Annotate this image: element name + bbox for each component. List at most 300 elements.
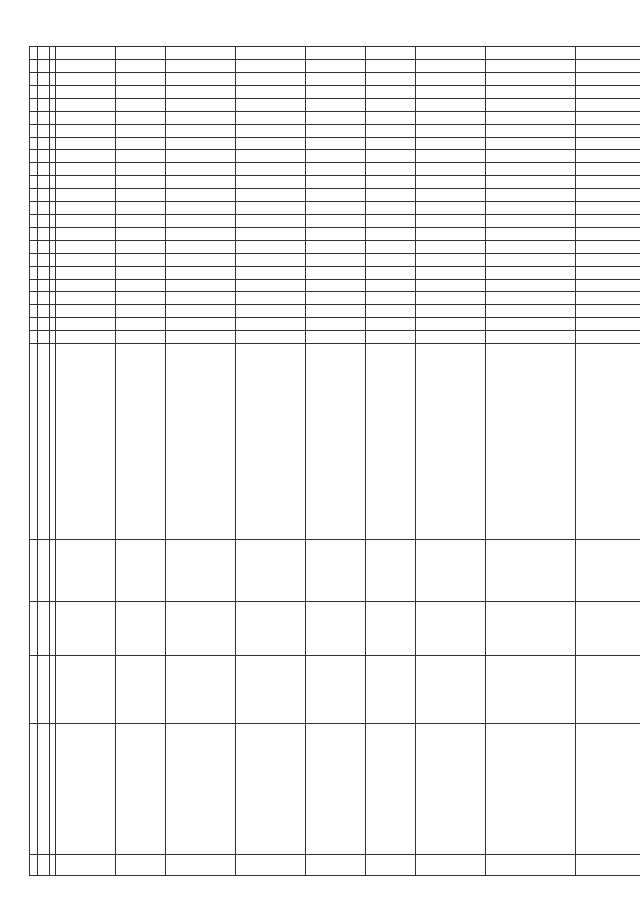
table-cell	[366, 60, 416, 73]
table-cell	[416, 85, 486, 98]
table-cell	[306, 540, 366, 602]
table-cell	[416, 318, 486, 331]
table-header-cell	[30, 85, 38, 98]
table-cell	[236, 73, 306, 86]
table-cell	[306, 163, 366, 176]
table-cell	[486, 214, 576, 227]
table-cell	[38, 279, 50, 292]
table-cell	[306, 253, 366, 266]
table-cell	[38, 331, 50, 344]
table-row	[486, 47, 576, 876]
table-cell	[576, 855, 640, 876]
table-cell	[38, 305, 50, 318]
table-cell	[236, 98, 306, 111]
table-cell	[486, 292, 576, 305]
table-cell	[236, 318, 306, 331]
table-cell	[116, 344, 166, 540]
table-cell	[366, 47, 416, 60]
table-cell	[166, 111, 236, 124]
table-cell	[486, 124, 576, 137]
table-cell	[236, 150, 306, 163]
table-header-cell	[30, 98, 38, 111]
table-cell	[366, 124, 416, 137]
table-cell	[416, 344, 486, 540]
table-header-cell	[30, 602, 38, 656]
table-cell	[306, 47, 366, 60]
table-cell	[56, 227, 116, 240]
table-cell	[416, 60, 486, 73]
table-cell	[306, 723, 366, 855]
table-cell	[576, 202, 640, 215]
table-cell	[236, 47, 306, 60]
table-cell	[38, 60, 50, 73]
table-cell	[416, 47, 486, 60]
table-cell	[56, 723, 116, 855]
table-cell	[306, 189, 366, 202]
table-cell	[236, 723, 306, 855]
table-cell	[416, 137, 486, 150]
table-cell	[38, 540, 50, 602]
table-cell	[576, 305, 640, 318]
table-cell	[366, 150, 416, 163]
table-cell	[416, 279, 486, 292]
table-cell	[116, 318, 166, 331]
table-header-cell	[30, 150, 38, 163]
table-cell	[56, 163, 116, 176]
table-cell	[486, 266, 576, 279]
table-cell	[38, 47, 50, 60]
table-cell	[366, 85, 416, 98]
table-cell	[116, 331, 166, 344]
table-cell	[576, 540, 640, 602]
table-cell	[486, 227, 576, 240]
table-cell	[306, 240, 366, 253]
table-cell	[366, 189, 416, 202]
table-cell	[486, 305, 576, 318]
table-cell	[56, 176, 116, 189]
table-cell	[576, 344, 640, 540]
table-cell	[306, 227, 366, 240]
table-cell	[236, 202, 306, 215]
table-cell	[416, 305, 486, 318]
table-cell	[366, 240, 416, 253]
table-cell	[56, 253, 116, 266]
table-cell	[306, 344, 366, 540]
table-row	[576, 47, 640, 876]
table-cell	[56, 305, 116, 318]
table-cell	[116, 266, 166, 279]
table-cell	[116, 137, 166, 150]
table-cell	[486, 540, 576, 602]
table-cell	[166, 47, 236, 60]
table-cell	[486, 602, 576, 656]
table-header-cell	[30, 855, 38, 876]
table-cell	[576, 47, 640, 60]
table-cell	[306, 124, 366, 137]
table-cell	[306, 656, 366, 723]
table-header-cell	[30, 305, 38, 318]
table-header-cell	[30, 214, 38, 227]
table-cell	[366, 855, 416, 876]
table-cell	[116, 723, 166, 855]
table-cell	[116, 124, 166, 137]
table-cell	[236, 137, 306, 150]
table-cell	[416, 176, 486, 189]
table-cell	[416, 240, 486, 253]
table-cell	[166, 227, 236, 240]
table-cell	[38, 163, 50, 176]
table-cell	[366, 253, 416, 266]
table-cell	[38, 292, 50, 305]
table-cell	[576, 240, 640, 253]
table-cell	[416, 214, 486, 227]
table-cell	[486, 240, 576, 253]
table-cell	[366, 305, 416, 318]
table-cell	[56, 331, 116, 344]
table-cell	[416, 540, 486, 602]
table-cell	[576, 137, 640, 150]
table-cell	[166, 318, 236, 331]
table-cell	[366, 214, 416, 227]
table-cell	[38, 202, 50, 215]
table-cell	[56, 98, 116, 111]
table-cell	[576, 98, 640, 111]
table-cell	[116, 227, 166, 240]
table-cell	[236, 292, 306, 305]
table-header-cell	[30, 656, 38, 723]
table-cell	[576, 602, 640, 656]
table-cell	[576, 163, 640, 176]
table-cell	[38, 176, 50, 189]
table-cell	[116, 163, 166, 176]
table-cell	[116, 98, 166, 111]
table-cell	[38, 723, 50, 855]
table-cell	[38, 240, 50, 253]
table-cell	[166, 176, 236, 189]
table-cell	[236, 266, 306, 279]
table-header-cell	[30, 189, 38, 202]
table-cell	[306, 602, 366, 656]
table-header-cell	[30, 240, 38, 253]
table-header-cell	[30, 331, 38, 344]
table-cell	[56, 189, 116, 202]
data-table	[29, 46, 640, 876]
table-cell	[38, 855, 50, 876]
table-cell	[56, 344, 116, 540]
table-cell	[56, 214, 116, 227]
table-header-row	[30, 47, 38, 876]
table-cell	[56, 60, 116, 73]
table-cell	[236, 253, 306, 266]
table-cell	[236, 60, 306, 73]
table-cell	[576, 124, 640, 137]
rotated-table-wrapper	[29, 46, 640, 876]
table-row	[366, 47, 416, 876]
table-cell	[56, 150, 116, 163]
table-cell	[366, 266, 416, 279]
table-cell	[38, 189, 50, 202]
table-cell	[38, 124, 50, 137]
table-cell	[306, 150, 366, 163]
table-cell	[166, 723, 236, 855]
table-cell	[236, 240, 306, 253]
table-cell	[366, 163, 416, 176]
table-cell	[116, 202, 166, 215]
table-cell	[166, 253, 236, 266]
table-cell	[576, 656, 640, 723]
table-cell	[576, 331, 640, 344]
table-cell	[38, 266, 50, 279]
table-header-cell	[30, 266, 38, 279]
table-header-cell	[30, 540, 38, 602]
table-cell	[116, 176, 166, 189]
table-cell	[486, 98, 576, 111]
table-row	[236, 47, 306, 876]
table-cell	[366, 540, 416, 602]
table-cell	[166, 98, 236, 111]
table-cell	[38, 98, 50, 111]
table-cell	[576, 266, 640, 279]
table-cell	[56, 202, 116, 215]
table-cell	[306, 214, 366, 227]
table-cell	[416, 331, 486, 344]
table-cell	[166, 266, 236, 279]
table-cell	[576, 214, 640, 227]
table-cell	[166, 189, 236, 202]
table-cell	[306, 111, 366, 124]
table-cell	[166, 240, 236, 253]
table-cell	[416, 656, 486, 723]
table-cell	[166, 279, 236, 292]
table-cell	[576, 85, 640, 98]
table-cell	[366, 723, 416, 855]
table-cell	[116, 47, 166, 60]
table-cell	[56, 540, 116, 602]
table-cell	[166, 305, 236, 318]
table-cell	[576, 253, 640, 266]
table-cell	[486, 855, 576, 876]
table-cell	[116, 214, 166, 227]
table-cell	[486, 73, 576, 86]
table-cell	[306, 137, 366, 150]
table-cell	[486, 163, 576, 176]
table-cell	[416, 292, 486, 305]
table-cell	[236, 540, 306, 602]
table-cell	[366, 344, 416, 540]
document-sheet	[29, 46, 640, 876]
table-cell	[166, 292, 236, 305]
table-cell	[366, 279, 416, 292]
table-header-cell	[30, 60, 38, 73]
table-cell	[236, 214, 306, 227]
table-cell	[486, 150, 576, 163]
table-cell	[366, 176, 416, 189]
table-header-cell	[30, 318, 38, 331]
table-cell	[236, 176, 306, 189]
table-cell	[486, 137, 576, 150]
table-cell	[416, 163, 486, 176]
table-row	[306, 47, 366, 876]
table-cell	[116, 60, 166, 73]
table-cell	[166, 855, 236, 876]
table-cell	[166, 214, 236, 227]
table-row	[38, 47, 50, 876]
table-cell	[236, 111, 306, 124]
table-cell	[236, 305, 306, 318]
table-header-cell	[30, 163, 38, 176]
table-cell	[166, 150, 236, 163]
table-cell	[116, 540, 166, 602]
table-header-cell	[30, 227, 38, 240]
table-header-cell	[30, 47, 38, 60]
table-cell	[56, 279, 116, 292]
table-cell	[366, 98, 416, 111]
table-cell	[366, 202, 416, 215]
table-cell	[486, 656, 576, 723]
table-cell	[56, 240, 116, 253]
table-cell	[116, 150, 166, 163]
table-cell	[486, 253, 576, 266]
table-cell	[416, 723, 486, 855]
table-cell	[366, 656, 416, 723]
table-cell	[56, 73, 116, 86]
table-cell	[306, 305, 366, 318]
table-cell	[306, 98, 366, 111]
table-cell	[366, 292, 416, 305]
table-cell	[236, 124, 306, 137]
table-cell	[38, 253, 50, 266]
table-row	[56, 47, 116, 876]
table-cell	[116, 111, 166, 124]
table-cell	[416, 855, 486, 876]
table-cell	[486, 279, 576, 292]
table-cell	[486, 331, 576, 344]
table-cell	[166, 656, 236, 723]
table-cell	[486, 189, 576, 202]
table-row	[116, 47, 166, 876]
table-cell	[116, 85, 166, 98]
table-cell	[416, 227, 486, 240]
table-cell	[486, 318, 576, 331]
table-cell	[306, 292, 366, 305]
table-header-cell	[30, 137, 38, 150]
table-cell	[576, 189, 640, 202]
table-cell	[576, 723, 640, 855]
table-cell	[166, 331, 236, 344]
table-header-cell	[30, 292, 38, 305]
table-cell	[486, 111, 576, 124]
table-cell	[236, 656, 306, 723]
table-cell	[486, 47, 576, 60]
table-cell	[366, 602, 416, 656]
table-cell	[116, 240, 166, 253]
table-cell	[116, 292, 166, 305]
table-header-cell	[30, 124, 38, 137]
table-cell	[486, 85, 576, 98]
table-cell	[38, 214, 50, 227]
table-cell	[116, 305, 166, 318]
table-cell	[166, 73, 236, 86]
table-cell	[116, 602, 166, 656]
table-cell	[416, 150, 486, 163]
table-cell	[166, 137, 236, 150]
table-cell	[56, 292, 116, 305]
table-header-cell	[30, 253, 38, 266]
table-cell	[416, 189, 486, 202]
table-header-cell	[30, 344, 38, 540]
table-cell	[576, 292, 640, 305]
table-cell	[166, 163, 236, 176]
table-cell	[236, 855, 306, 876]
table-cell	[166, 344, 236, 540]
table-cell	[56, 602, 116, 656]
table-cell	[576, 150, 640, 163]
table-cell	[116, 855, 166, 876]
table-cell	[166, 85, 236, 98]
table-cell	[56, 124, 116, 137]
table-cell	[366, 227, 416, 240]
table-cell	[366, 318, 416, 331]
table-cell	[166, 540, 236, 602]
table-cell	[366, 73, 416, 86]
table-cell	[416, 253, 486, 266]
table-cell	[306, 60, 366, 73]
table-cell	[166, 202, 236, 215]
table-header-cell	[30, 723, 38, 855]
table-cell	[56, 111, 116, 124]
table-cell	[576, 176, 640, 189]
table-cell	[236, 227, 306, 240]
table-cell	[416, 111, 486, 124]
table-cell	[38, 227, 50, 240]
table-row	[416, 47, 486, 876]
table-cell	[416, 73, 486, 86]
table-cell	[486, 202, 576, 215]
table-cell	[166, 602, 236, 656]
table-cell	[56, 266, 116, 279]
table-cell	[38, 73, 50, 86]
table-cell	[236, 85, 306, 98]
table-cell	[576, 227, 640, 240]
table-cell	[486, 176, 576, 189]
table-cell	[116, 253, 166, 266]
table-cell	[166, 124, 236, 137]
table-cell	[116, 279, 166, 292]
table-cell	[306, 331, 366, 344]
table-cell	[56, 656, 116, 723]
table-cell	[38, 602, 50, 656]
table-cell	[38, 150, 50, 163]
table-cell	[56, 47, 116, 60]
table-cell	[576, 60, 640, 73]
table-header-cell	[30, 176, 38, 189]
table-cell	[366, 111, 416, 124]
table-row	[166, 47, 236, 876]
table-cell	[236, 344, 306, 540]
table-cell	[116, 656, 166, 723]
table-cell	[306, 318, 366, 331]
table-cell	[416, 602, 486, 656]
table-cell	[236, 279, 306, 292]
table-cell	[416, 202, 486, 215]
table-cell	[306, 279, 366, 292]
table-cell	[56, 318, 116, 331]
table-header-cell	[30, 73, 38, 86]
table-cell	[366, 331, 416, 344]
table-cell	[306, 85, 366, 98]
table-cell	[116, 189, 166, 202]
table-cell	[306, 202, 366, 215]
